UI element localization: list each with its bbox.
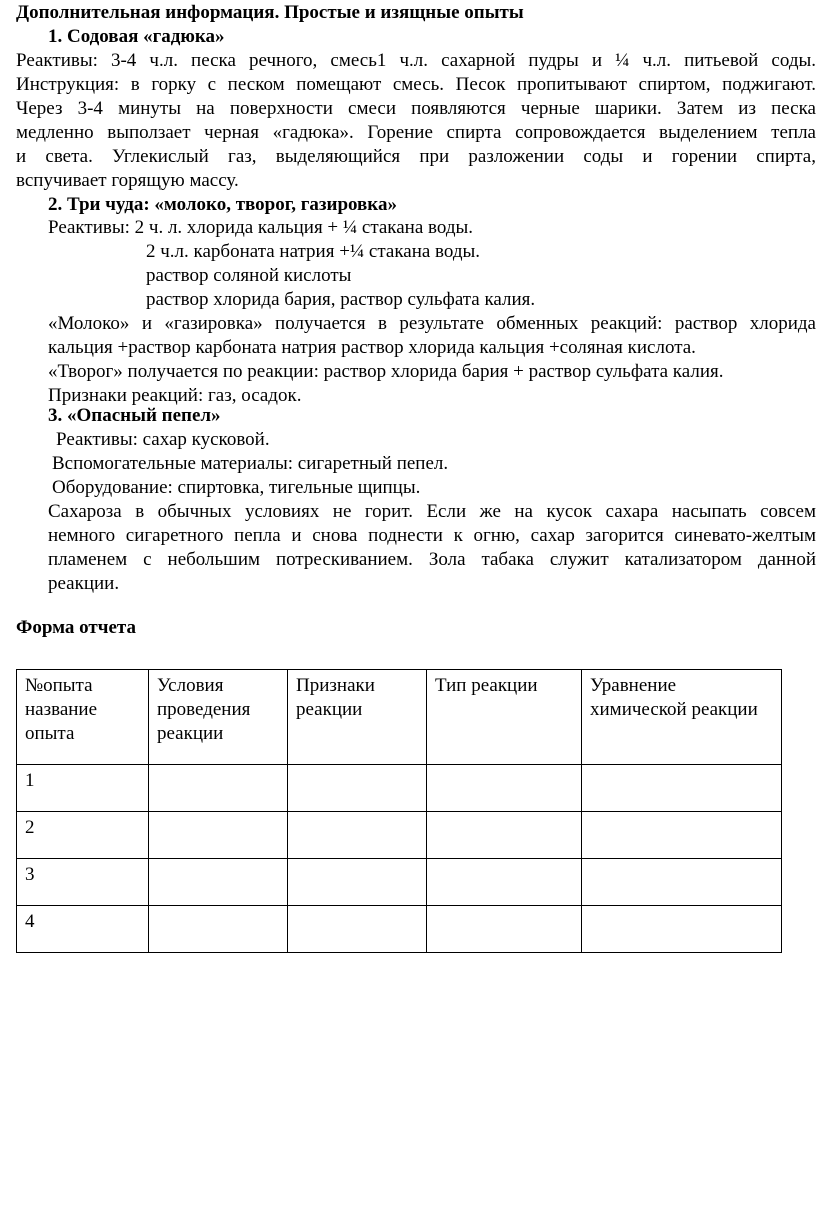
exp3-line: пламенем с небольшим потрескиванием. Зола табака служит катализатором данной bbox=[48, 549, 816, 570]
exp1-line: вспучивает горящую массу. bbox=[16, 170, 239, 191]
header-signs: Признаки реакции bbox=[288, 670, 427, 765]
exp3-heading: 3. «Опасный пепел» bbox=[48, 405, 221, 426]
exp2-reagents-line: раствор хлорида бария, раствор сульфата калия. bbox=[146, 289, 536, 310]
exp3-line: немного сигаретного пепла и снова поднести к огню, сахар загорится синевато-желтым bbox=[48, 525, 816, 546]
exp3-materials: Вспомогательные материалы: сигаретный пепел. bbox=[52, 453, 449, 474]
empty-cell[interactable] bbox=[149, 765, 288, 812]
empty-cell[interactable] bbox=[427, 859, 582, 906]
exp2-heading: 2. Три чуда: «молоко, творог, газировка» bbox=[48, 194, 397, 215]
exp1-paragraph bbox=[16, 49, 816, 193]
report-table bbox=[16, 669, 782, 953]
header-conditions: Условия проведения реакции bbox=[149, 670, 288, 765]
exp2-reagents-line: раствор соляной кислоты bbox=[146, 265, 352, 286]
empty-cell[interactable] bbox=[149, 859, 288, 906]
exp3-line: Сахароза в обычных условиях не горит. Если же на кусок сахара насыпать совсем bbox=[48, 501, 816, 522]
table-row bbox=[17, 765, 782, 812]
table-row bbox=[17, 859, 782, 906]
exp1-line: Через 3-4 минуты на поверхности смеси появляются черные шарики. Затем из песка bbox=[16, 98, 816, 119]
table-row bbox=[17, 812, 782, 859]
exp3-reagents: Реактивы: сахар кусковой. bbox=[56, 429, 270, 450]
empty-cell[interactable] bbox=[582, 906, 782, 953]
exp3-paragraph bbox=[48, 500, 816, 596]
document-title: Дополнительная информация. Простые и изящные опыты bbox=[16, 2, 524, 23]
report-title: Форма отчета bbox=[16, 617, 136, 638]
exp2-reagents-line: Реактивы: 2 ч. л. хлорида кальция + ¼ стакана воды. bbox=[48, 217, 474, 238]
row-number-cell: 4 bbox=[17, 906, 149, 953]
empty-cell[interactable] bbox=[288, 812, 427, 859]
exp2-line: «Творог» получается по реакции: раствор хлорида бария + раствор сульфата калия. bbox=[48, 361, 724, 382]
empty-cell[interactable] bbox=[288, 765, 427, 812]
empty-cell[interactable] bbox=[427, 765, 582, 812]
exp3-line: реакции. bbox=[48, 573, 120, 594]
header-experiment-number: №опыта название опыта bbox=[17, 670, 149, 765]
row-number-cell: 1 bbox=[17, 765, 149, 812]
exp1-line: Реактивы: 3-4 ч.л. песка речного, смесь1 ч.л. сахарной пудры и ¼ ч.л. питьевой соды. bbox=[16, 50, 816, 71]
exp2-reagents-line: 2 ч.л. карбоната натрия +¼ стакана воды. bbox=[146, 241, 481, 262]
exp2-line: Признаки реакций: газ, осадок. bbox=[48, 385, 302, 406]
exp1-line: медленно выползает черная «гадюка». Горение спирта сопровождается выделением тепла bbox=[16, 122, 816, 143]
header-equation: Уравнение химической реакции bbox=[582, 670, 782, 765]
empty-cell[interactable] bbox=[582, 765, 782, 812]
empty-cell[interactable] bbox=[149, 906, 288, 953]
empty-cell[interactable] bbox=[149, 812, 288, 859]
exp1-line: Инструкция: в горку с песком помещают смесь. Песок пропитывают спиртом, поджигают. bbox=[16, 74, 816, 95]
empty-cell[interactable] bbox=[288, 906, 427, 953]
table-row bbox=[17, 906, 782, 953]
empty-cell[interactable] bbox=[582, 859, 782, 906]
exp3-equipment: Оборудование: спиртовка, тигельные щипцы. bbox=[52, 477, 421, 498]
report-header-row bbox=[17, 670, 782, 765]
row-number-cell: 3 bbox=[17, 859, 149, 906]
row-number-cell: 2 bbox=[17, 812, 149, 859]
header-reaction-type: Тип реакции bbox=[427, 670, 582, 765]
empty-cell[interactable] bbox=[427, 812, 582, 859]
exp2-line: «Молоко» и «газировка» получается в результате обменных реакций: раствор хлорида bbox=[48, 313, 816, 334]
empty-cell[interactable] bbox=[582, 812, 782, 859]
empty-cell[interactable] bbox=[288, 859, 427, 906]
exp2-paragraph bbox=[48, 312, 816, 408]
exp1-heading: 1. Содовая «гадюка» bbox=[48, 26, 225, 47]
empty-cell[interactable] bbox=[427, 906, 582, 953]
exp1-line: и света. Углекислый газ, выделяющийся при разложении соды и горении спирта, bbox=[16, 146, 816, 167]
exp2-line: кальция +раствор карбоната натрия раствор хлорида кальция +соляная кислота. bbox=[48, 337, 696, 358]
